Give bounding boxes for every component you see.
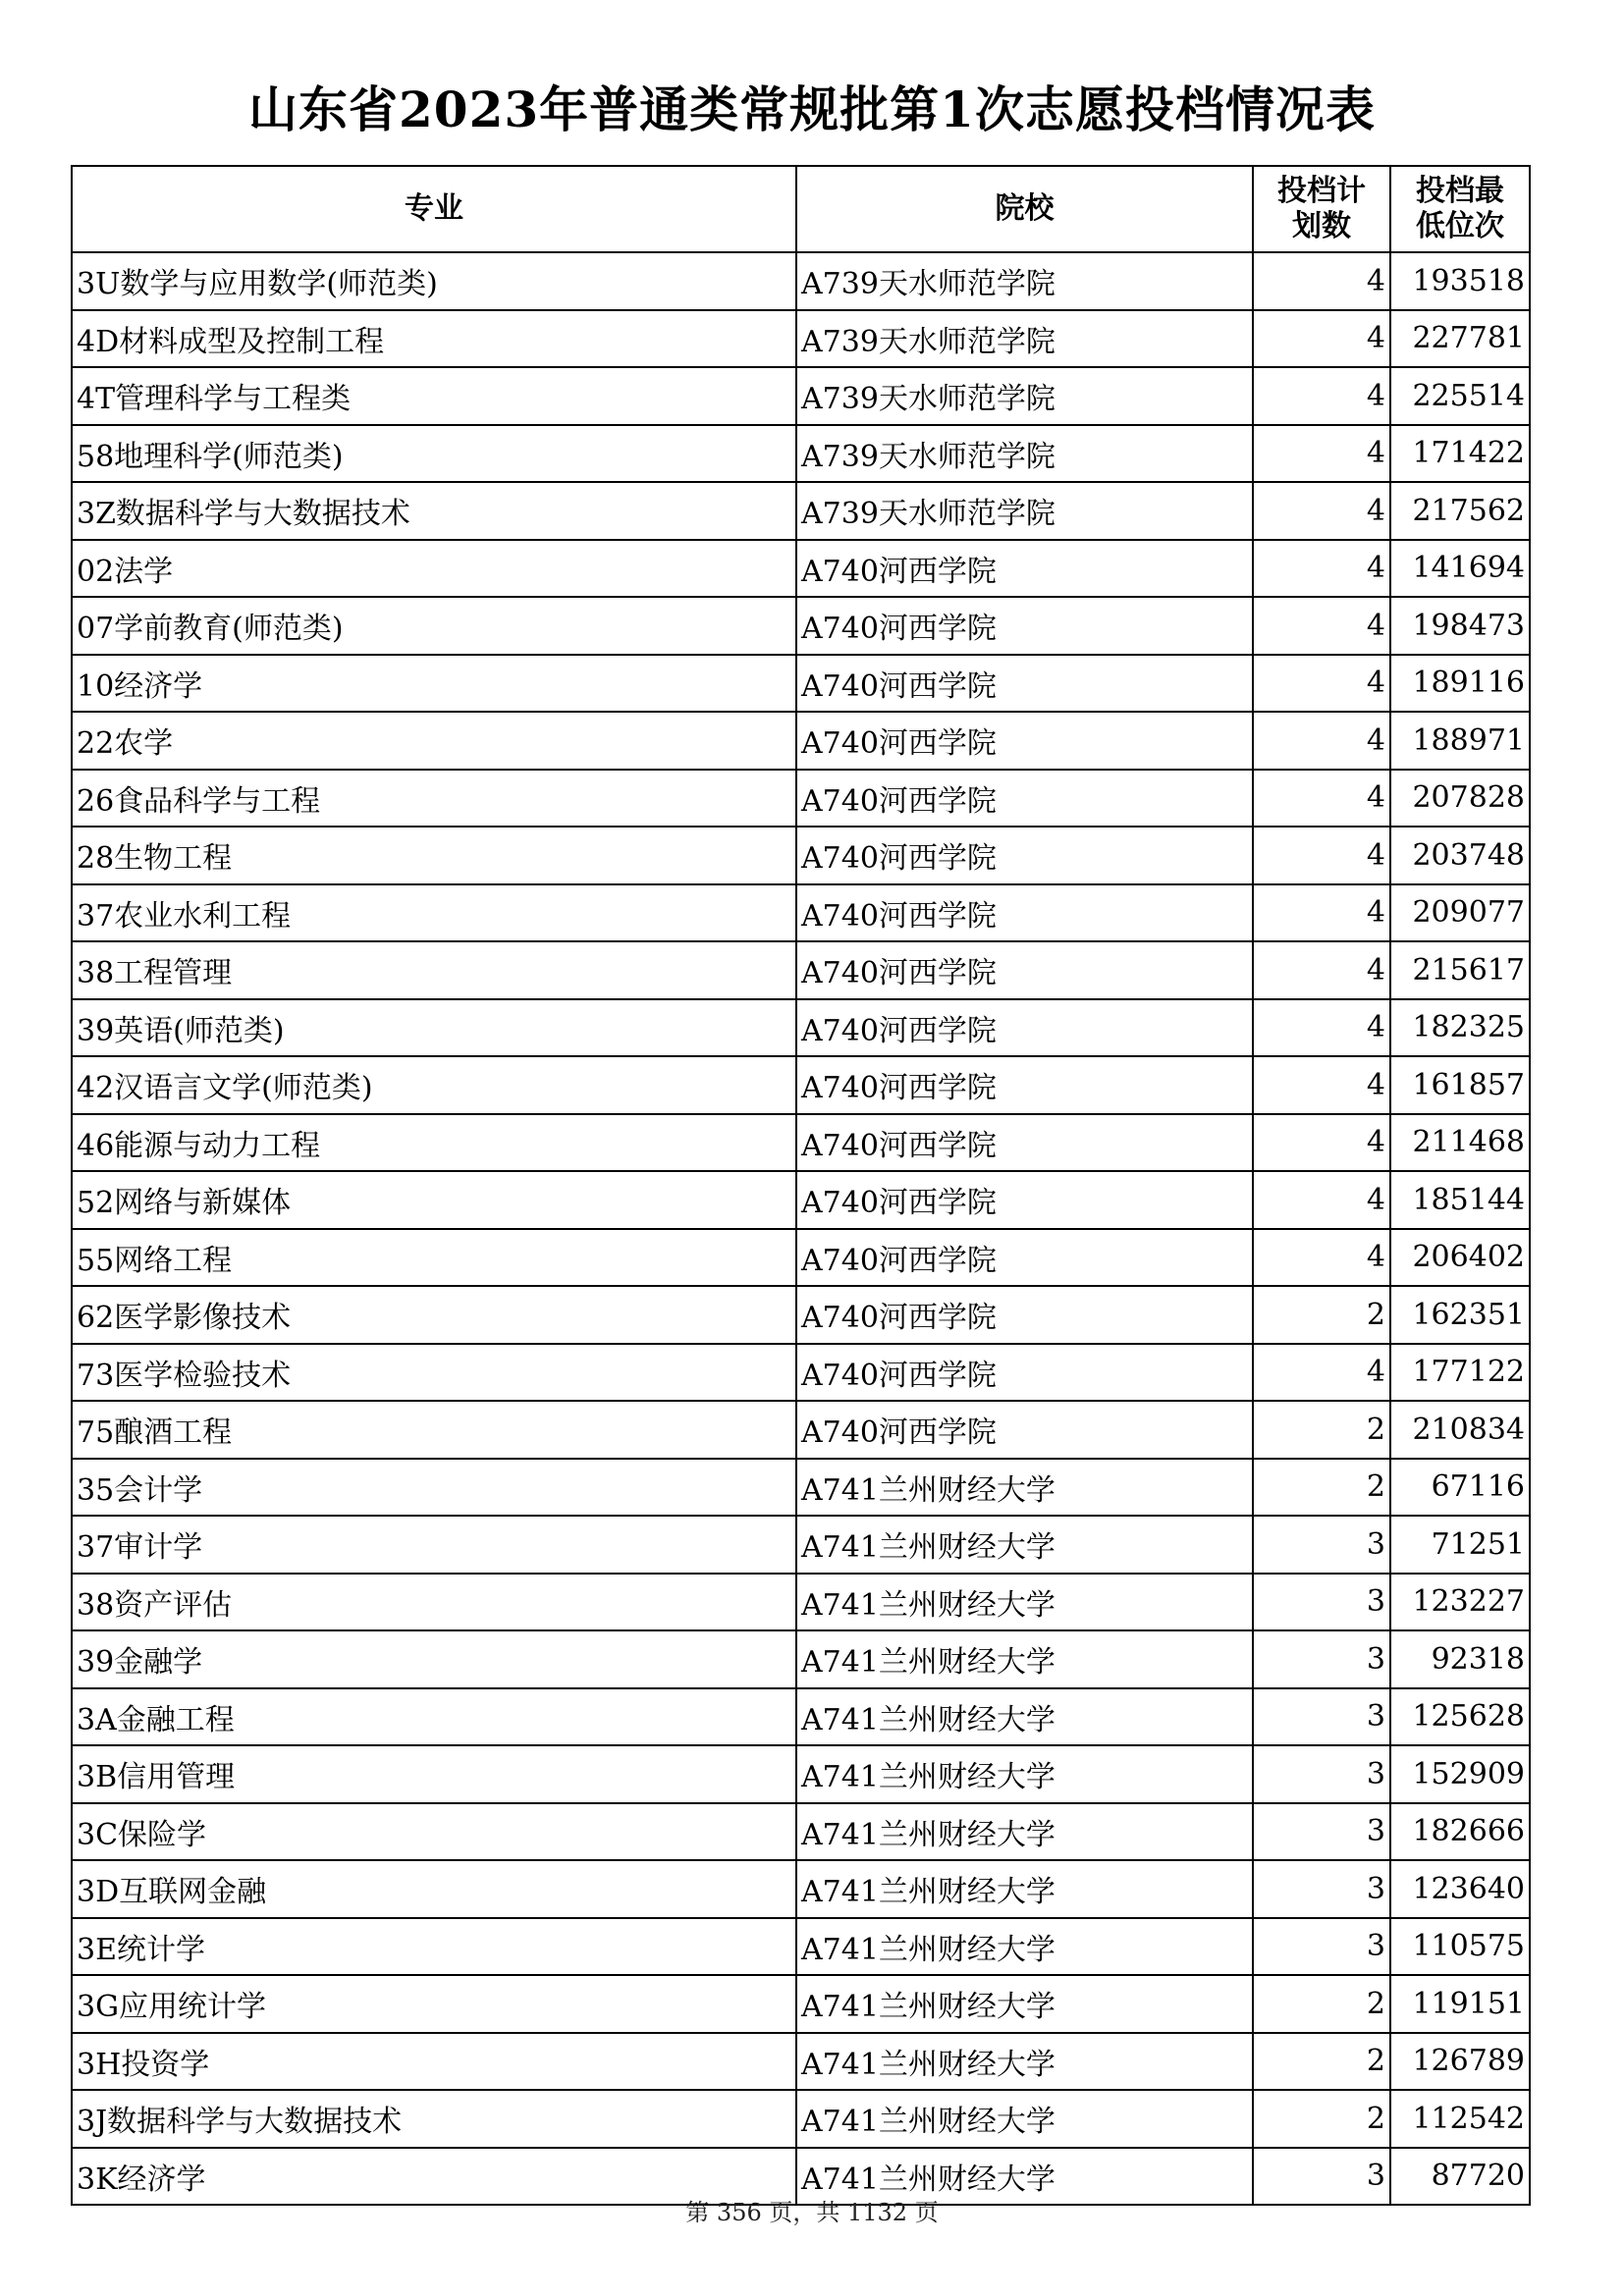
major-cell: 22农学 (72, 712, 796, 770)
school-cell: A741兰州财经大学 (796, 2090, 1253, 2148)
table-row (72, 540, 1530, 598)
plan-count-cell: 3 (1253, 1803, 1390, 1861)
school-cell: A740河西学院 (796, 1114, 1253, 1172)
school-cell: A740河西学院 (796, 770, 1253, 828)
table-row (72, 1516, 1530, 1574)
min-rank-cell: 87720 (1390, 2148, 1530, 2206)
table-row (72, 1688, 1530, 1746)
school-cell: A740河西学院 (796, 1286, 1253, 1344)
major-cell: 42汉语言文学(师范类) (72, 1056, 796, 1114)
school-cell: A741兰州财经大学 (796, 2033, 1253, 2091)
min-rank-cell: 217562 (1390, 482, 1530, 540)
school-cell: A740河西学院 (796, 884, 1253, 942)
table-row (72, 2033, 1530, 2091)
school-cell: A741兰州财经大学 (796, 1860, 1253, 1918)
table-row (72, 1975, 1530, 2033)
table-row (72, 425, 1530, 483)
min-rank-cell: 123640 (1390, 1860, 1530, 1918)
school-cell: A739天水师范学院 (796, 367, 1253, 425)
table-row (72, 252, 1530, 310)
table-row (72, 2090, 1530, 2148)
plan-count-cell: 2 (1253, 1459, 1390, 1517)
min-rank-cell: 126789 (1390, 2033, 1530, 2091)
table-row (72, 712, 1530, 770)
plan-count-cell: 3 (1253, 1918, 1390, 1976)
plan-count-cell: 2 (1253, 2090, 1390, 2148)
major-cell: 73医学检验技术 (72, 1344, 796, 1402)
school-cell: A741兰州财经大学 (796, 1918, 1253, 1976)
min-rank-cell: 210834 (1390, 1401, 1530, 1459)
plan-count-cell: 3 (1253, 1516, 1390, 1574)
plan-count-cell: 3 (1253, 1745, 1390, 1803)
min-rank-cell: 227781 (1390, 310, 1530, 368)
min-rank-cell: 225514 (1390, 367, 1530, 425)
min-rank-cell: 112542 (1390, 2090, 1530, 2148)
major-cell: 26食品科学与工程 (72, 770, 796, 828)
plan-count-cell: 4 (1253, 941, 1390, 999)
min-rank-cell: 209077 (1390, 884, 1530, 942)
plan-count-cell: 4 (1253, 655, 1390, 713)
plan-count-cell: 4 (1253, 999, 1390, 1057)
min-rank-cell: 92318 (1390, 1630, 1530, 1688)
school-cell: A740河西学院 (796, 941, 1253, 999)
major-cell: 28生物工程 (72, 827, 796, 884)
major-cell: 52网络与新媒体 (72, 1171, 796, 1229)
admission-table (71, 165, 1531, 2206)
major-cell: 37农业水利工程 (72, 884, 796, 942)
major-cell: 3K经济学 (72, 2148, 796, 2206)
table-header-row (72, 166, 1530, 252)
min-rank-cell: 123227 (1390, 1574, 1530, 1631)
header-school: 院校 (796, 166, 1253, 252)
table-row (72, 1459, 1530, 1517)
table-row (72, 655, 1530, 713)
major-cell: 39金融学 (72, 1630, 796, 1688)
school-cell: A741兰州财经大学 (796, 1688, 1253, 1746)
table-row (72, 1229, 1530, 1287)
min-rank-cell: 203748 (1390, 827, 1530, 884)
plan-count-cell: 3 (1253, 1688, 1390, 1746)
major-cell: 58地理科学(师范类) (72, 425, 796, 483)
plan-count-cell: 2 (1253, 1286, 1390, 1344)
table-row (72, 1803, 1530, 1861)
plan-count-cell: 4 (1253, 425, 1390, 483)
school-cell: A740河西学院 (796, 597, 1253, 655)
plan-count-cell: 4 (1253, 770, 1390, 828)
plan-count-cell: 4 (1253, 712, 1390, 770)
table-row (72, 1630, 1530, 1688)
min-rank-cell: 177122 (1390, 1344, 1530, 1402)
major-cell: 37审计学 (72, 1516, 796, 1574)
min-rank-cell: 182666 (1390, 1803, 1530, 1861)
table-row (72, 597, 1530, 655)
table-row (72, 941, 1530, 999)
major-cell: 75酿酒工程 (72, 1401, 796, 1459)
school-cell: A740河西学院 (796, 712, 1253, 770)
plan-count-cell: 3 (1253, 1574, 1390, 1631)
table-row (72, 1114, 1530, 1172)
plan-count-cell: 4 (1253, 540, 1390, 598)
school-cell: A740河西学院 (796, 1229, 1253, 1287)
school-cell: A741兰州财经大学 (796, 1803, 1253, 1861)
school-cell: A741兰州财经大学 (796, 1630, 1253, 1688)
header-major: 专业 (72, 166, 796, 252)
major-cell: 3C保险学 (72, 1803, 796, 1861)
table-row (72, 1860, 1530, 1918)
plan-count-cell: 3 (1253, 1630, 1390, 1688)
min-rank-cell: 188971 (1390, 712, 1530, 770)
plan-count-cell: 4 (1253, 1114, 1390, 1172)
major-cell: 38资产评估 (72, 1574, 796, 1631)
major-cell: 3D互联网金融 (72, 1860, 796, 1918)
major-cell: 3G应用统计学 (72, 1975, 796, 2033)
major-cell: 3B信用管理 (72, 1745, 796, 1803)
major-cell: 35会计学 (72, 1459, 796, 1517)
plan-count-cell: 2 (1253, 2033, 1390, 2091)
plan-count-cell: 4 (1253, 827, 1390, 884)
min-rank-cell: 119151 (1390, 1975, 1530, 2033)
table-row (72, 884, 1530, 942)
table-row (72, 1401, 1530, 1459)
major-cell: 55网络工程 (72, 1229, 796, 1287)
school-cell: A739天水师范学院 (796, 310, 1253, 368)
table-row (72, 482, 1530, 540)
min-rank-cell: 193518 (1390, 252, 1530, 310)
major-cell: 4D材料成型及控制工程 (72, 310, 796, 368)
major-cell: 3E统计学 (72, 1918, 796, 1976)
school-cell: A739天水师范学院 (796, 252, 1253, 310)
min-rank-cell: 162351 (1390, 1286, 1530, 1344)
table-row (72, 1745, 1530, 1803)
school-cell: A740河西学院 (796, 1171, 1253, 1229)
table-row (72, 1171, 1530, 1229)
major-cell: 38工程管理 (72, 941, 796, 999)
plan-count-cell: 4 (1253, 597, 1390, 655)
school-cell: A741兰州财经大学 (796, 1459, 1253, 1517)
plan-count-cell: 4 (1253, 1056, 1390, 1114)
major-cell: 4T管理科学与工程类 (72, 367, 796, 425)
plan-count-cell: 4 (1253, 1229, 1390, 1287)
school-cell: A741兰州财经大学 (796, 1516, 1253, 1574)
table-row (72, 827, 1530, 884)
min-rank-cell: 152909 (1390, 1745, 1530, 1803)
table-row (72, 1344, 1530, 1402)
page-footer: 第 356 页，共 1132 页 (685, 2199, 939, 2226)
major-cell: 62医学影像技术 (72, 1286, 796, 1344)
plan-count-cell: 4 (1253, 367, 1390, 425)
school-cell: A740河西学院 (796, 1344, 1253, 1402)
major-cell: 3Z数据科学与大数据技术 (72, 482, 796, 540)
min-rank-cell: 189116 (1390, 655, 1530, 713)
major-cell: 3U数学与应用数学(师范类) (72, 252, 796, 310)
header-plan-count: 投档计 划数 (1253, 166, 1390, 252)
min-rank-cell: 110575 (1390, 1918, 1530, 1976)
school-cell: A740河西学院 (796, 1401, 1253, 1459)
plan-count-cell: 4 (1253, 482, 1390, 540)
school-cell: A739天水师范学院 (796, 425, 1253, 483)
major-cell: 10经济学 (72, 655, 796, 713)
major-cell: 3J数据科学与大数据技术 (72, 2090, 796, 2148)
table-row (72, 367, 1530, 425)
table-row (72, 1286, 1530, 1344)
school-cell: A741兰州财经大学 (796, 2148, 1253, 2206)
table-row (72, 310, 1530, 368)
school-cell: A740河西学院 (796, 999, 1253, 1057)
school-cell: A740河西学院 (796, 540, 1253, 598)
major-cell: 02法学 (72, 540, 796, 598)
table-row (72, 1918, 1530, 1976)
min-rank-cell: 125628 (1390, 1688, 1530, 1746)
min-rank-cell: 185144 (1390, 1171, 1530, 1229)
min-rank-cell: 182325 (1390, 999, 1530, 1057)
plan-count-cell: 4 (1253, 1344, 1390, 1402)
school-cell: A739天水师范学院 (796, 482, 1253, 540)
min-rank-cell: 198473 (1390, 597, 1530, 655)
min-rank-cell: 161857 (1390, 1056, 1530, 1114)
major-cell: 07学前教育(师范类) (72, 597, 796, 655)
school-cell: A741兰州财经大学 (796, 1745, 1253, 1803)
table-row (72, 1056, 1530, 1114)
min-rank-cell: 141694 (1390, 540, 1530, 598)
min-rank-cell: 211468 (1390, 1114, 1530, 1172)
plan-count-cell: 2 (1253, 1401, 1390, 1459)
table-row (72, 1574, 1530, 1631)
plan-count-cell: 3 (1253, 2148, 1390, 2206)
header-min-rank: 投档最 低位次 (1390, 166, 1530, 252)
plan-count-cell: 2 (1253, 1975, 1390, 2033)
min-rank-cell: 215617 (1390, 941, 1530, 999)
table-row (72, 999, 1530, 1057)
school-cell: A741兰州财经大学 (796, 1975, 1253, 2033)
table-row (72, 770, 1530, 828)
school-cell: A740河西学院 (796, 655, 1253, 713)
school-cell: A740河西学院 (796, 1056, 1253, 1114)
major-cell: 3A金融工程 (72, 1688, 796, 1746)
min-rank-cell: 71251 (1390, 1516, 1530, 1574)
school-cell: A740河西学院 (796, 827, 1253, 884)
plan-count-cell: 3 (1253, 1860, 1390, 1918)
plan-count-cell: 4 (1253, 252, 1390, 310)
plan-count-cell: 4 (1253, 1171, 1390, 1229)
school-cell: A741兰州财经大学 (796, 1574, 1253, 1631)
min-rank-cell: 206402 (1390, 1229, 1530, 1287)
page-title: 山东省2023年普通类常规批第1次志愿投档情况表 (248, 80, 1376, 138)
min-rank-cell: 171422 (1390, 425, 1530, 483)
min-rank-cell: 67116 (1390, 1459, 1530, 1517)
major-cell: 46能源与动力工程 (72, 1114, 796, 1172)
major-cell: 39英语(师范类) (72, 999, 796, 1057)
min-rank-cell: 207828 (1390, 770, 1530, 828)
major-cell: 3H投资学 (72, 2033, 796, 2091)
plan-count-cell: 4 (1253, 310, 1390, 368)
plan-count-cell: 4 (1253, 884, 1390, 942)
